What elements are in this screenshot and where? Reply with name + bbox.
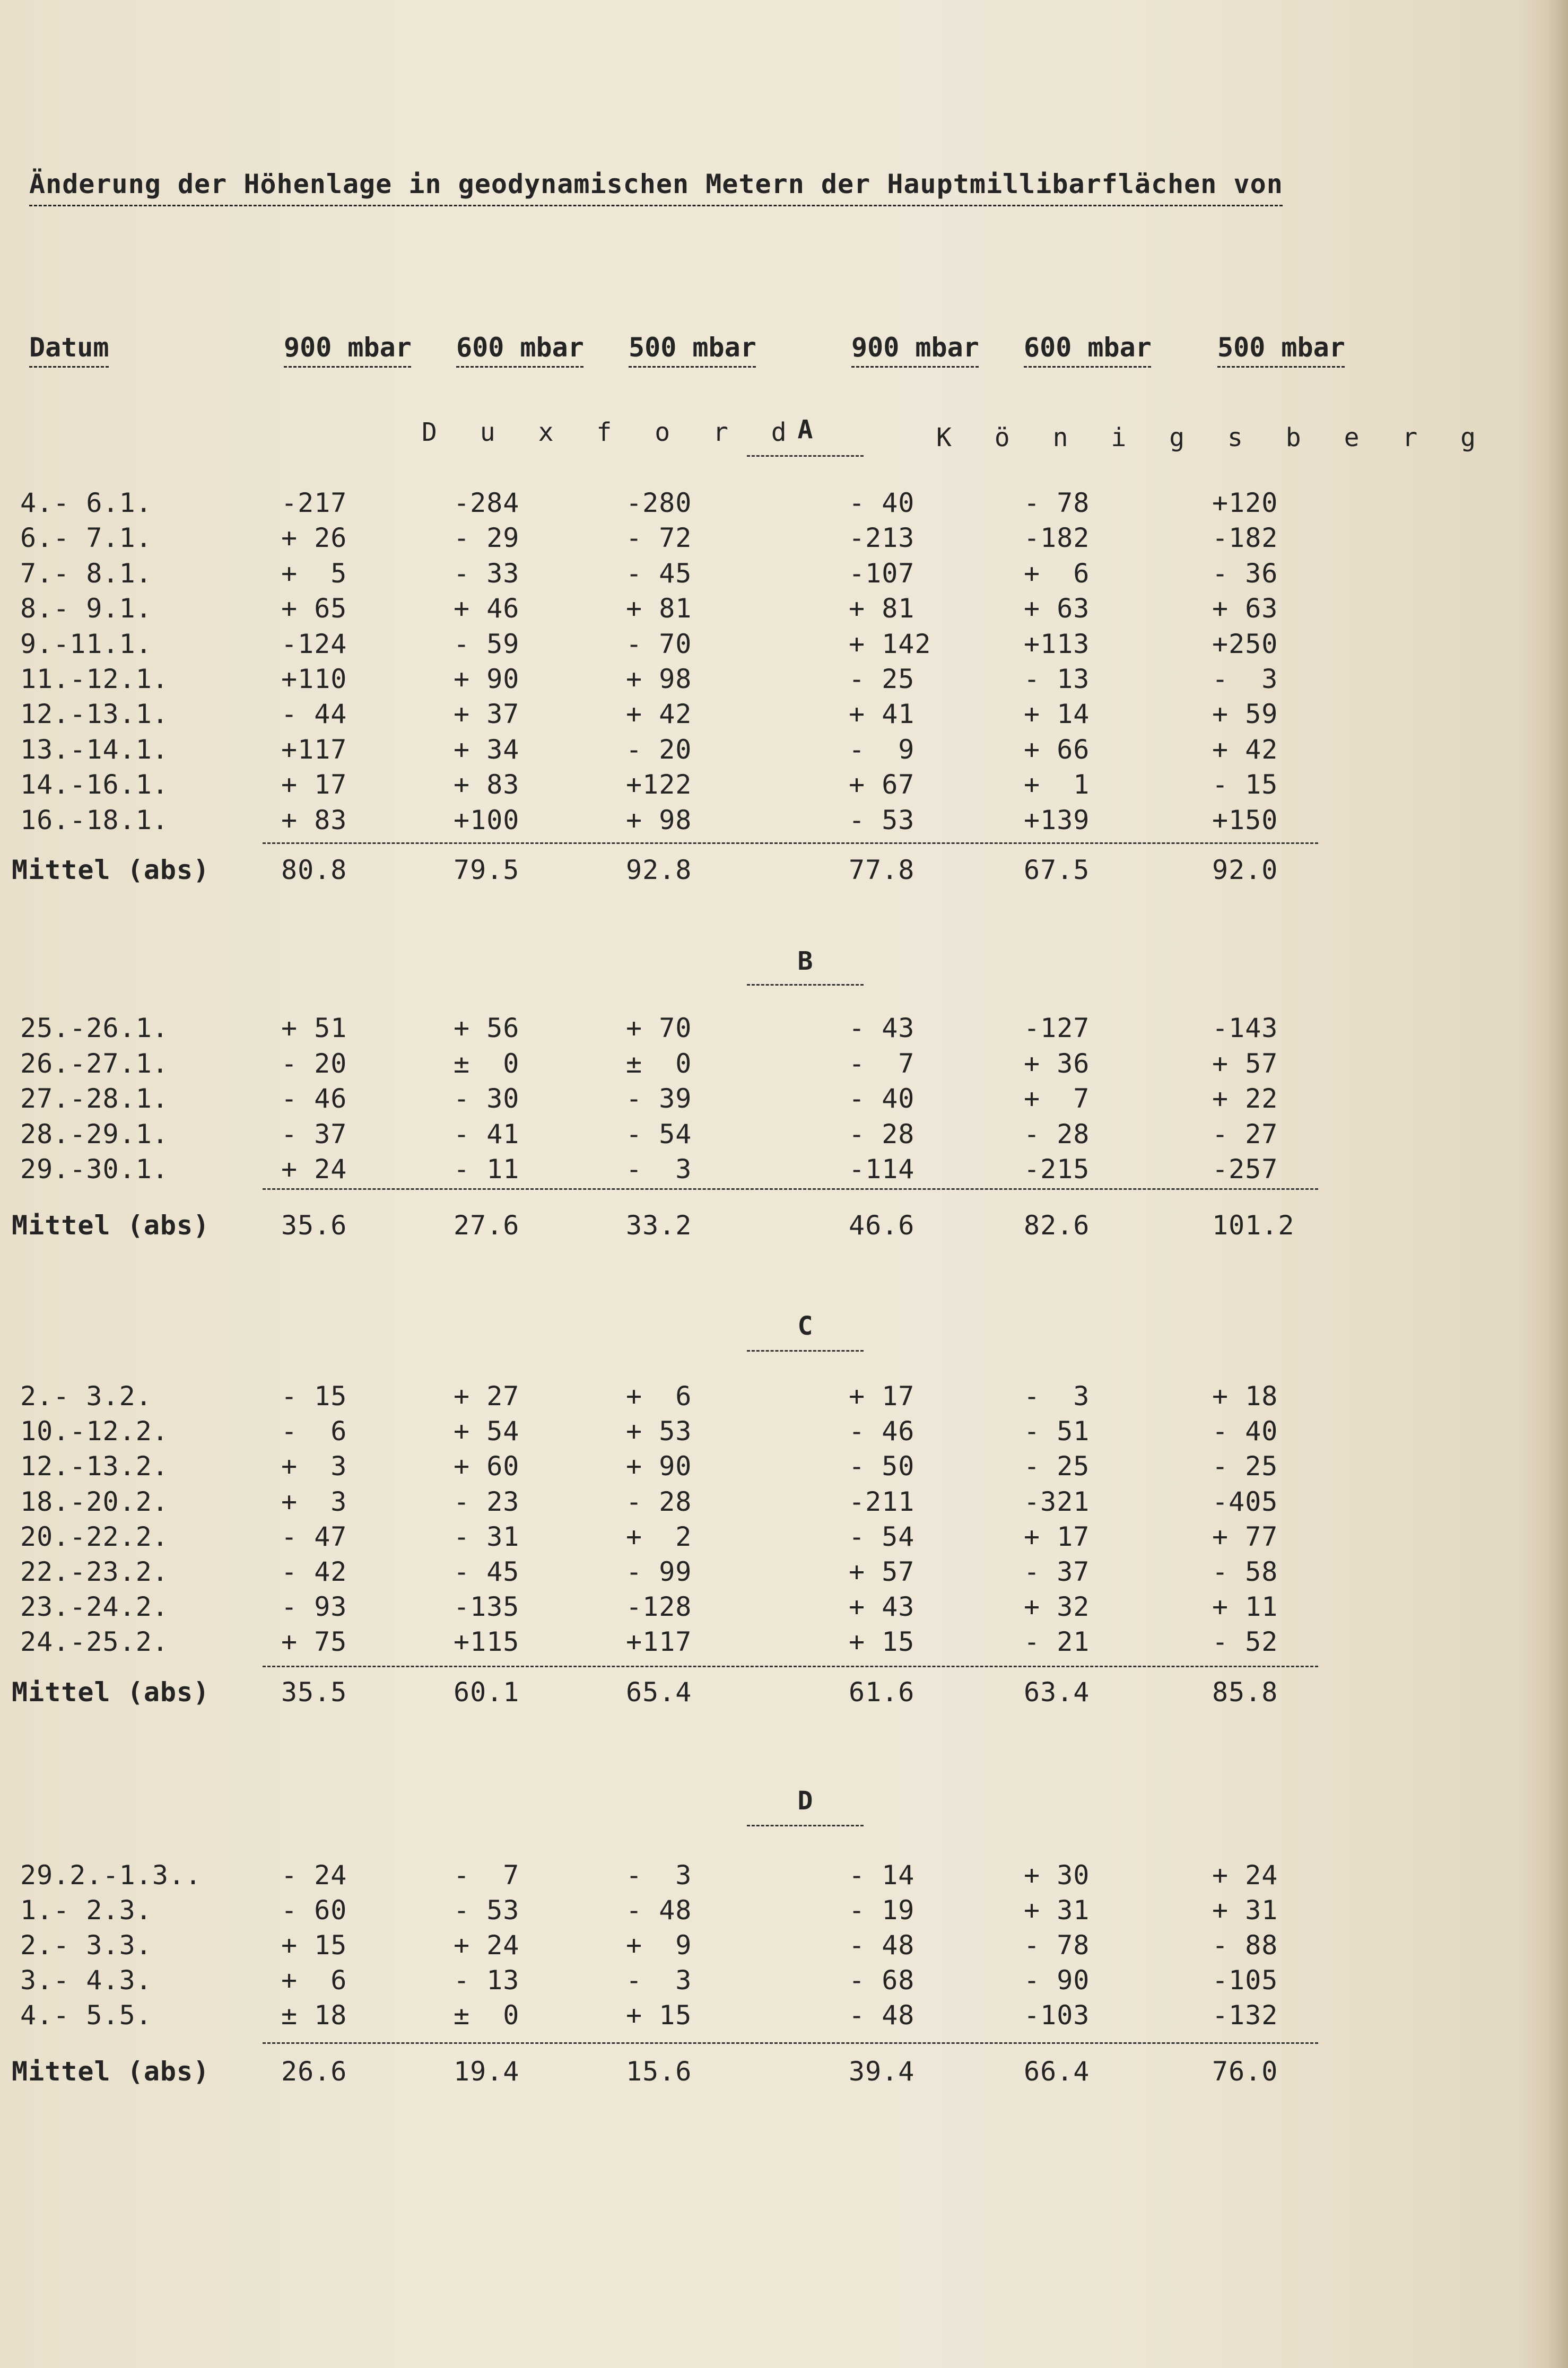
date-cell: 10.-12.2. <box>20 1416 169 1447</box>
mean-value-duxford-600: 60.1 <box>454 1677 520 1708</box>
value-cell-koenigsberg-500: - 58 <box>1212 1556 1278 1587</box>
value-cell-koenigsberg-600: -182 <box>1024 523 1090 554</box>
mean-label: Mittel (abs) <box>12 1677 210 1708</box>
mean-value-duxford-500: 65.4 <box>626 1677 692 1708</box>
mean-value-duxford-500: 33.2 <box>626 1210 692 1241</box>
value-cell-koenigsberg-500: + 11 <box>1212 1591 1278 1623</box>
date-cell: 18.-20.2. <box>20 1486 169 1517</box>
value-cell-koenigsberg-500: -143 <box>1212 1013 1278 1043</box>
value-cell-duxford-500: + 70 <box>626 1013 692 1043</box>
column-header-koenigsberg-900: 900 mbar <box>851 332 979 363</box>
date-cell: 23.-24.2. <box>20 1591 169 1623</box>
section-label: A <box>797 415 813 445</box>
date-cell: 20.-22.2. <box>20 1521 169 1552</box>
value-cell-koenigsberg-900: - 68 <box>849 1965 915 1996</box>
value-cell-koenigsberg-600: - 78 <box>1024 1930 1090 1961</box>
value-cell-duxford-900: - 42 <box>281 1556 347 1587</box>
date-cell: 13.-14.1. <box>20 734 169 765</box>
column-header-koenigsberg-600: 600 mbar <box>1024 332 1152 363</box>
value-cell-koenigsberg-600: + 63 <box>1024 593 1090 624</box>
date-cell: 1.- 2.3. <box>20 1895 152 1926</box>
value-cell-duxford-600: - 33 <box>454 558 520 589</box>
value-cell-koenigsberg-900: - 9 <box>849 734 915 765</box>
value-cell-duxford-500: - 99 <box>626 1556 692 1587</box>
value-cell-koenigsberg-900: + 67 <box>849 769 915 800</box>
date-cell: 22.-23.2. <box>20 1556 169 1587</box>
value-cell-duxford-900: + 51 <box>281 1013 347 1043</box>
value-cell-koenigsberg-600: + 36 <box>1024 1048 1090 1079</box>
value-cell-duxford-600: + 37 <box>454 699 520 730</box>
value-cell-duxford-500: - 72 <box>626 523 692 554</box>
mean-value-koenigsberg-600: 63.4 <box>1024 1677 1090 1708</box>
mean-separator-line <box>263 842 1318 844</box>
column-header-duxford-600: 600 mbar <box>456 332 584 363</box>
value-cell-duxford-500: - 54 <box>626 1118 692 1150</box>
section-label: C <box>797 1311 813 1341</box>
value-cell-duxford-500: + 2 <box>626 1521 692 1552</box>
value-cell-koenigsberg-900: + 15 <box>849 1626 915 1658</box>
date-cell: 29.-30.1. <box>20 1154 169 1185</box>
value-cell-koenigsberg-500: - 15 <box>1212 769 1278 800</box>
value-cell-koenigsberg-900: - 48 <box>849 1930 915 1961</box>
value-cell-duxford-600: ± 0 <box>454 2000 520 2031</box>
value-cell-duxford-900: -217 <box>281 487 347 518</box>
mean-value-duxford-500: 92.8 <box>626 855 692 885</box>
date-cell: 28.-29.1. <box>20 1118 169 1150</box>
value-cell-duxford-500: - 39 <box>626 1083 692 1114</box>
date-cell: 2.- 3.3. <box>20 1930 152 1961</box>
mean-value-koenigsberg-500: 76.0 <box>1212 2056 1278 2087</box>
value-cell-koenigsberg-600: + 7 <box>1024 1083 1090 1114</box>
section-underline <box>747 455 864 457</box>
value-cell-koenigsberg-500: + 77 <box>1212 1521 1278 1552</box>
value-cell-koenigsberg-500: -105 <box>1212 1965 1278 1996</box>
value-cell-duxford-900: + 26 <box>281 523 347 554</box>
value-cell-duxford-600: + 90 <box>454 664 520 694</box>
mean-value-koenigsberg-900: 61.6 <box>849 1677 915 1708</box>
value-cell-koenigsberg-900: - 25 <box>849 664 915 694</box>
value-cell-duxford-600: + 54 <box>454 1416 520 1447</box>
value-cell-duxford-500: + 15 <box>626 2000 692 2031</box>
value-cell-koenigsberg-900: - 40 <box>849 1083 915 1114</box>
date-cell: 12.-13.2. <box>20 1451 169 1482</box>
date-cell: 14.-16.1. <box>20 769 169 800</box>
value-cell-duxford-500: + 81 <box>626 593 692 624</box>
mean-value-koenigsberg-600: 67.5 <box>1024 855 1090 885</box>
value-cell-duxford-600: -135 <box>454 1591 520 1623</box>
value-cell-koenigsberg-500: + 57 <box>1212 1048 1278 1079</box>
date-cell: 7.- 8.1. <box>20 558 152 589</box>
column-header-datum: Datum <box>29 332 109 363</box>
mean-value-koenigsberg-900: 39.4 <box>849 2056 915 2087</box>
value-cell-duxford-600: - 11 <box>454 1154 520 1185</box>
value-cell-duxford-600: + 27 <box>454 1381 520 1412</box>
value-cell-duxford-600: ± 0 <box>454 1048 520 1079</box>
value-cell-duxford-600: - 45 <box>454 1556 520 1587</box>
date-cell: 29.2.-1.3.. <box>20 1860 202 1891</box>
value-cell-koenigsberg-600: - 37 <box>1024 1556 1090 1587</box>
value-cell-duxford-900: + 3 <box>281 1451 347 1482</box>
value-cell-koenigsberg-500: - 25 <box>1212 1451 1278 1482</box>
value-cell-duxford-500: -128 <box>626 1591 692 1623</box>
date-cell: 27.-28.1. <box>20 1083 169 1114</box>
column-header-koenigsberg-500: 500 mbar <box>1217 332 1345 363</box>
value-cell-koenigsberg-500: + 31 <box>1212 1895 1278 1926</box>
value-cell-duxford-600: - 23 <box>454 1486 520 1517</box>
date-cell: 16.-18.1. <box>20 804 169 835</box>
value-cell-koenigsberg-500: + 22 <box>1212 1083 1278 1114</box>
mean-separator-line <box>263 1666 1318 1667</box>
value-cell-duxford-500: +122 <box>626 769 692 800</box>
page-title: Änderung der Höhenlage in geodynamischen Metern der Hauptmillibarflächen von <box>29 169 1283 199</box>
value-cell-duxford-500: - 20 <box>626 734 692 765</box>
value-cell-koenigsberg-900: -114 <box>849 1154 915 1185</box>
mean-value-duxford-900: 80.8 <box>281 855 347 885</box>
mean-label: Mittel (abs) <box>12 2056 210 2087</box>
value-cell-duxford-500: - 3 <box>626 1965 692 1996</box>
mean-value-koenigsberg-500: 101.2 <box>1212 1210 1295 1241</box>
value-cell-koenigsberg-500: + 18 <box>1212 1381 1278 1412</box>
value-cell-koenigsberg-500: - 40 <box>1212 1416 1278 1447</box>
date-cell: 26.-27.1. <box>20 1048 169 1079</box>
mean-value-duxford-900: 35.5 <box>281 1677 347 1708</box>
value-cell-koenigsberg-900: + 81 <box>849 593 915 624</box>
value-cell-duxford-500: + 6 <box>626 1381 692 1412</box>
value-cell-duxford-500: - 3 <box>626 1154 692 1185</box>
value-cell-duxford-600: - 29 <box>454 523 520 554</box>
value-cell-koenigsberg-500: + 63 <box>1212 593 1278 624</box>
value-cell-koenigsberg-600: - 78 <box>1024 487 1090 518</box>
value-cell-duxford-500: -280 <box>626 487 692 518</box>
value-cell-koenigsberg-500: +150 <box>1212 804 1278 835</box>
value-cell-duxford-900: - 20 <box>281 1048 347 1079</box>
value-cell-koenigsberg-600: + 6 <box>1024 558 1090 589</box>
value-cell-koenigsberg-600: + 30 <box>1024 1860 1090 1891</box>
date-cell: 8.- 9.1. <box>20 593 152 624</box>
value-cell-koenigsberg-600: - 13 <box>1024 664 1090 694</box>
value-cell-duxford-900: +117 <box>281 734 347 765</box>
value-cell-duxford-900: + 24 <box>281 1154 347 1185</box>
value-cell-koenigsberg-600: - 21 <box>1024 1626 1090 1658</box>
date-cell: 24.-25.2. <box>20 1626 169 1658</box>
value-cell-duxford-600: + 60 <box>454 1451 520 1482</box>
mean-label: Mittel (abs) <box>12 1210 210 1241</box>
section-underline <box>747 984 864 986</box>
value-cell-duxford-500: + 98 <box>626 664 692 694</box>
value-cell-koenigsberg-600: + 31 <box>1024 1895 1090 1926</box>
value-cell-duxford-900: - 24 <box>281 1860 347 1891</box>
mean-value-duxford-500: 15.6 <box>626 2056 692 2087</box>
date-cell: 9.-11.1. <box>20 628 152 659</box>
value-cell-duxford-600: + 46 <box>454 593 520 624</box>
value-cell-koenigsberg-600: + 14 <box>1024 699 1090 730</box>
mean-value-duxford-900: 26.6 <box>281 2056 347 2087</box>
value-cell-duxford-500: + 90 <box>626 1451 692 1482</box>
value-cell-koenigsberg-500: - 52 <box>1212 1626 1278 1658</box>
value-cell-duxford-900: - 37 <box>281 1118 347 1150</box>
value-cell-koenigsberg-500: + 59 <box>1212 699 1278 730</box>
value-cell-duxford-500: + 98 <box>626 804 692 835</box>
mean-value-koenigsberg-900: 46.6 <box>849 1210 915 1241</box>
value-cell-koenigsberg-600: + 32 <box>1024 1591 1090 1623</box>
mean-value-koenigsberg-900: 77.8 <box>849 855 915 885</box>
date-cell: 4.- 5.5. <box>20 2000 152 2031</box>
value-cell-duxford-900: + 17 <box>281 769 347 800</box>
date-cell: 2.- 3.2. <box>20 1381 152 1412</box>
value-cell-duxford-900: +110 <box>281 664 347 694</box>
value-cell-koenigsberg-500: - 27 <box>1212 1118 1278 1150</box>
value-cell-duxford-500: + 53 <box>626 1416 692 1447</box>
mean-value-duxford-600: 79.5 <box>454 855 520 885</box>
value-cell-koenigsberg-500: +120 <box>1212 487 1278 518</box>
value-cell-duxford-500: - 48 <box>626 1895 692 1926</box>
value-cell-duxford-500: - 28 <box>626 1486 692 1517</box>
value-cell-koenigsberg-900: -213 <box>849 523 915 554</box>
page-fold-edge <box>1549 0 1568 2368</box>
value-cell-duxford-500: ± 0 <box>626 1048 692 1079</box>
value-cell-koenigsberg-900: - 48 <box>849 2000 915 2031</box>
value-cell-duxford-900: - 47 <box>281 1521 347 1552</box>
value-cell-koenigsberg-600: -321 <box>1024 1486 1090 1517</box>
value-cell-koenigsberg-600: +139 <box>1024 804 1090 835</box>
date-cell: 11.-12.1. <box>20 664 169 694</box>
mean-value-koenigsberg-600: 82.6 <box>1024 1210 1090 1241</box>
value-cell-koenigsberg-900: - 50 <box>849 1451 915 1482</box>
value-cell-koenigsberg-900: - 46 <box>849 1416 915 1447</box>
value-cell-koenigsberg-900: - 53 <box>849 804 915 835</box>
value-cell-koenigsberg-600: - 3 <box>1024 1381 1090 1412</box>
column-header-duxford-500: 500 mbar <box>629 332 756 363</box>
value-cell-koenigsberg-500: -405 <box>1212 1486 1278 1517</box>
value-cell-duxford-500: - 45 <box>626 558 692 589</box>
date-cell: 6.- 7.1. <box>20 523 152 554</box>
value-cell-koenigsberg-900: -211 <box>849 1486 915 1517</box>
value-cell-duxford-600: - 59 <box>454 628 520 659</box>
station-label-duxford: D u x f o r d <box>422 417 800 447</box>
value-cell-duxford-900: + 6 <box>281 1965 347 1996</box>
value-cell-duxford-600: - 41 <box>454 1118 520 1150</box>
mean-value-duxford-600: 27.6 <box>454 1210 520 1241</box>
value-cell-duxford-900: + 5 <box>281 558 347 589</box>
value-cell-koenigsberg-500: - 36 <box>1212 558 1278 589</box>
value-cell-duxford-500: - 70 <box>626 628 692 659</box>
value-cell-koenigsberg-600: - 51 <box>1024 1416 1090 1447</box>
value-cell-duxford-600: + 34 <box>454 734 520 765</box>
value-cell-duxford-600: +115 <box>454 1626 520 1658</box>
mean-value-koenigsberg-600: 66.4 <box>1024 2056 1090 2087</box>
value-cell-duxford-500: - 3 <box>626 1860 692 1891</box>
value-cell-duxford-900: + 15 <box>281 1930 347 1961</box>
value-cell-duxford-900: + 75 <box>281 1626 347 1658</box>
mean-value-koenigsberg-500: 85.8 <box>1212 1677 1278 1708</box>
column-header-duxford-900: 900 mbar <box>284 332 412 363</box>
value-cell-koenigsberg-900: - 54 <box>849 1521 915 1552</box>
value-cell-koenigsberg-900: + 41 <box>849 699 915 730</box>
value-cell-koenigsberg-900: - 28 <box>849 1118 915 1150</box>
value-cell-koenigsberg-900: - 43 <box>849 1013 915 1043</box>
value-cell-koenigsberg-500: - 88 <box>1212 1930 1278 1961</box>
value-cell-koenigsberg-900: - 7 <box>849 1048 915 1079</box>
value-cell-duxford-600: -284 <box>454 487 520 518</box>
station-label-koenigsberg: K ö n i g s b e r g <box>936 423 1490 452</box>
value-cell-duxford-900: + 83 <box>281 804 347 835</box>
value-cell-duxford-900: - 15 <box>281 1381 347 1412</box>
mean-label: Mittel (abs) <box>12 855 210 885</box>
value-cell-koenigsberg-900: -107 <box>849 558 915 589</box>
section-label: B <box>797 946 813 976</box>
value-cell-duxford-600: + 83 <box>454 769 520 800</box>
date-cell: 25.-26.1. <box>20 1013 169 1043</box>
date-cell: 3.- 4.3. <box>20 1965 152 1996</box>
value-cell-koenigsberg-900: - 14 <box>849 1860 915 1891</box>
mean-value-koenigsberg-500: 92.0 <box>1212 855 1278 885</box>
mean-separator-line <box>263 1188 1318 1190</box>
value-cell-duxford-600: + 56 <box>454 1013 520 1043</box>
value-cell-koenigsberg-500: -132 <box>1212 2000 1278 2031</box>
value-cell-duxford-600: - 7 <box>454 1860 520 1891</box>
value-cell-koenigsberg-600: -215 <box>1024 1154 1090 1185</box>
value-cell-duxford-600: + 24 <box>454 1930 520 1961</box>
value-cell-duxford-600: - 53 <box>454 1895 520 1926</box>
section-label: D <box>797 1786 813 1816</box>
value-cell-koenigsberg-500: -257 <box>1212 1154 1278 1185</box>
value-cell-koenigsberg-900: - 40 <box>849 487 915 518</box>
value-cell-duxford-900: - 60 <box>281 1895 347 1926</box>
value-cell-koenigsberg-600: -127 <box>1024 1013 1090 1043</box>
mean-value-duxford-600: 19.4 <box>454 2056 520 2087</box>
value-cell-duxford-900: - 6 <box>281 1416 347 1447</box>
value-cell-koenigsberg-900: + 57 <box>849 1556 915 1587</box>
value-cell-duxford-600: - 13 <box>454 1965 520 1996</box>
value-cell-koenigsberg-600: + 1 <box>1024 769 1090 800</box>
value-cell-koenigsberg-600: - 90 <box>1024 1965 1090 1996</box>
value-cell-duxford-500: + 9 <box>626 1930 692 1961</box>
value-cell-koenigsberg-900: - 19 <box>849 1895 915 1926</box>
value-cell-duxford-900: - 93 <box>281 1591 347 1623</box>
value-cell-duxford-600: +100 <box>454 804 520 835</box>
value-cell-koenigsberg-500: + 42 <box>1212 734 1278 765</box>
date-cell: 4.- 6.1. <box>20 487 152 518</box>
value-cell-koenigsberg-600: +113 <box>1024 628 1090 659</box>
value-cell-koenigsberg-600: -103 <box>1024 2000 1090 2031</box>
value-cell-duxford-900: + 3 <box>281 1486 347 1517</box>
section-underline <box>747 1350 864 1352</box>
value-cell-koenigsberg-900: + 43 <box>849 1591 915 1623</box>
value-cell-duxford-900: - 46 <box>281 1083 347 1114</box>
mean-separator-line <box>263 2042 1318 2044</box>
value-cell-koenigsberg-600: - 28 <box>1024 1118 1090 1150</box>
value-cell-duxford-500: + 42 <box>626 699 692 730</box>
section-underline <box>747 1825 864 1826</box>
value-cell-duxford-900: ± 18 <box>281 2000 347 2031</box>
value-cell-koenigsberg-600: - 25 <box>1024 1451 1090 1482</box>
value-cell-koenigsberg-600: + 17 <box>1024 1521 1090 1552</box>
value-cell-koenigsberg-500: + 24 <box>1212 1860 1278 1891</box>
value-cell-koenigsberg-500: -182 <box>1212 523 1278 554</box>
value-cell-koenigsberg-500: - 3 <box>1212 664 1278 694</box>
value-cell-duxford-600: - 31 <box>454 1521 520 1552</box>
value-cell-koenigsberg-500: +250 <box>1212 628 1278 659</box>
value-cell-koenigsberg-600: + 66 <box>1024 734 1090 765</box>
value-cell-duxford-900: - 44 <box>281 699 347 730</box>
value-cell-koenigsberg-900: + 142 <box>849 628 931 659</box>
value-cell-koenigsberg-900: + 17 <box>849 1381 915 1412</box>
value-cell-duxford-900: -124 <box>281 628 347 659</box>
date-cell: 12.-13.1. <box>20 699 169 730</box>
mean-value-duxford-900: 35.6 <box>281 1210 347 1241</box>
value-cell-duxford-900: + 65 <box>281 593 347 624</box>
value-cell-duxford-600: - 30 <box>454 1083 520 1114</box>
value-cell-duxford-500: +117 <box>626 1626 692 1658</box>
